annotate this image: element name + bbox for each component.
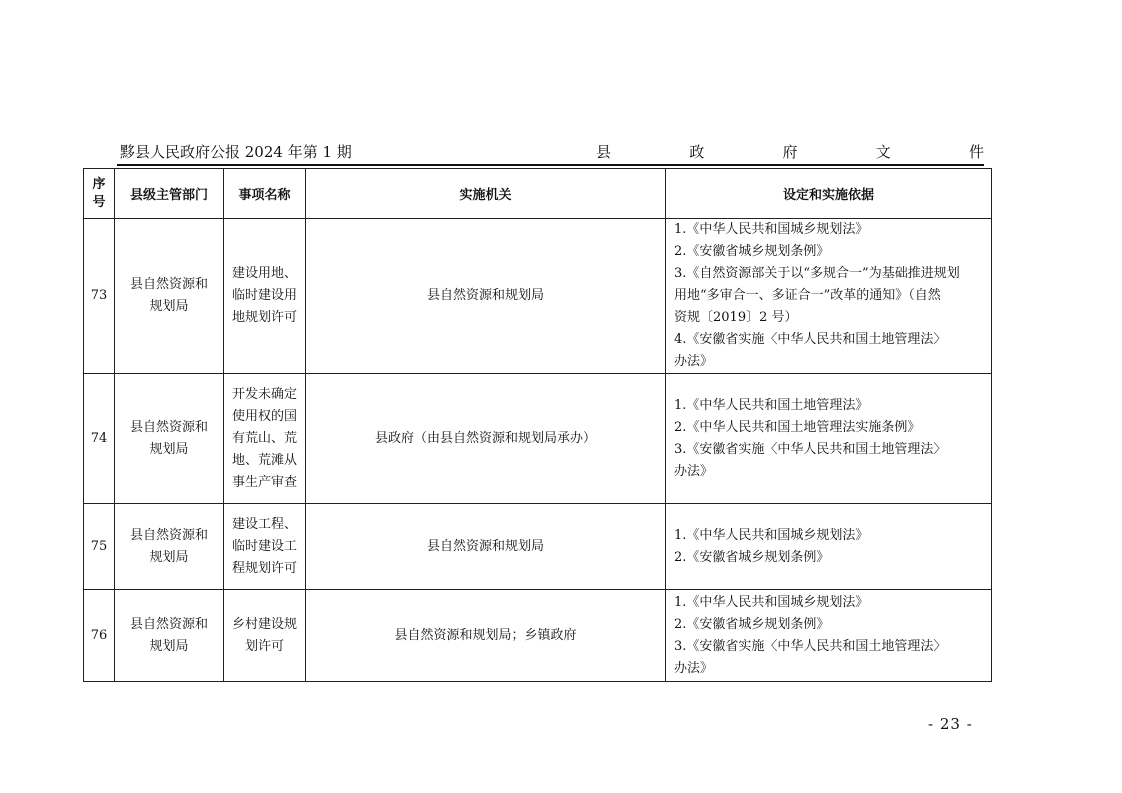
basis-line: 办法》	[674, 354, 714, 369]
table-header-row	[84, 169, 992, 219]
basis-line: 4.《安徽省实施〈中华人民共和国土地管理法〉	[674, 332, 947, 347]
table-row	[84, 374, 992, 504]
gazette-title: 黟县人民政府公报 2024 年第 1 期	[120, 143, 352, 161]
row-seq: 74	[84, 374, 115, 504]
basis-line: 2.《安徽省城乡规划条例》	[674, 549, 830, 565]
row-agency: 县自然资源和规划局	[306, 504, 666, 590]
row-item: 建设用地、临时建设用地规划许可	[224, 219, 306, 374]
basis-line: 3.《自然资源部关于以“多规合一”为基础推进规划	[674, 266, 960, 281]
row-seq: 75	[84, 504, 115, 590]
row-basis	[666, 504, 992, 590]
column-header-item: 事项名称	[224, 169, 306, 219]
row-dept: 县自然资源和规划局	[115, 374, 224, 504]
column-header-basis: 设定和实施依据	[666, 169, 992, 219]
basis-line: 办法》	[674, 463, 714, 479]
row-dept: 县自然资源和规划局	[115, 219, 224, 374]
section-char: 政	[689, 143, 705, 161]
basis-line: 2.《中华人民共和国土地管理法实施条例》	[674, 419, 921, 435]
column-header-agency: 实施机关	[306, 169, 666, 219]
section-char: 文	[875, 143, 891, 161]
row-dept: 县自然资源和规划局	[115, 590, 224, 682]
basis-line: 用地“多审合一、多证合一”改革的通知》（自然	[674, 288, 941, 303]
row-seq: 73	[84, 219, 115, 374]
table-row	[84, 590, 992, 682]
basis-line: 2.《安徽省城乡规划条例》	[674, 244, 830, 259]
column-header-seq: 序号	[84, 169, 115, 219]
table-row	[84, 504, 992, 590]
column-header-dept: 县级主管部门	[115, 169, 224, 219]
row-agency: 县政府（由县自然资源和规划局承办）	[306, 374, 666, 504]
basis-line: 1.《中华人民共和国城乡规划法》	[674, 594, 869, 610]
row-dept: 县自然资源和规划局	[115, 504, 224, 590]
basis-line: 3.《安徽省实施〈中华人民共和国土地管理法〉	[674, 638, 947, 654]
row-agency: 县自然资源和规划局	[306, 219, 666, 374]
section-char: 县	[596, 143, 612, 161]
section-char: 件	[968, 143, 984, 161]
row-item: 建设工程、临时建设工程规划许可	[224, 504, 306, 590]
table-row	[84, 219, 992, 374]
section-title	[596, 141, 984, 162]
row-item: 乡村建设规划许可	[224, 590, 306, 682]
basis-line: 1.《中华人民共和国土地管理法》	[674, 397, 869, 413]
basis-line: 资规〔2019〕2 号）	[674, 310, 798, 325]
basis-line: 办法》	[674, 660, 714, 676]
basis-line: 1.《中华人民共和国城乡规划法》	[674, 222, 869, 237]
row-basis	[666, 374, 992, 504]
section-char: 府	[782, 143, 798, 161]
basis-line: 1.《中华人民共和国城乡规划法》	[674, 527, 869, 543]
row-agency: 县自然资源和规划局；乡镇政府	[306, 590, 666, 682]
row-seq: 76	[84, 590, 115, 682]
page-number: - 23 -	[928, 715, 973, 733]
permit-table	[83, 168, 992, 682]
row-basis	[666, 590, 992, 682]
basis-line: 2.《安徽省城乡规划条例》	[674, 616, 830, 632]
row-basis	[666, 219, 992, 374]
row-item: 开发未确定使用权的国有荒山、荒地、荒滩从事生产审查	[224, 374, 306, 504]
basis-line: 3.《安徽省实施〈中华人民共和国土地管理法〉	[674, 441, 947, 457]
header-rule	[117, 164, 984, 166]
